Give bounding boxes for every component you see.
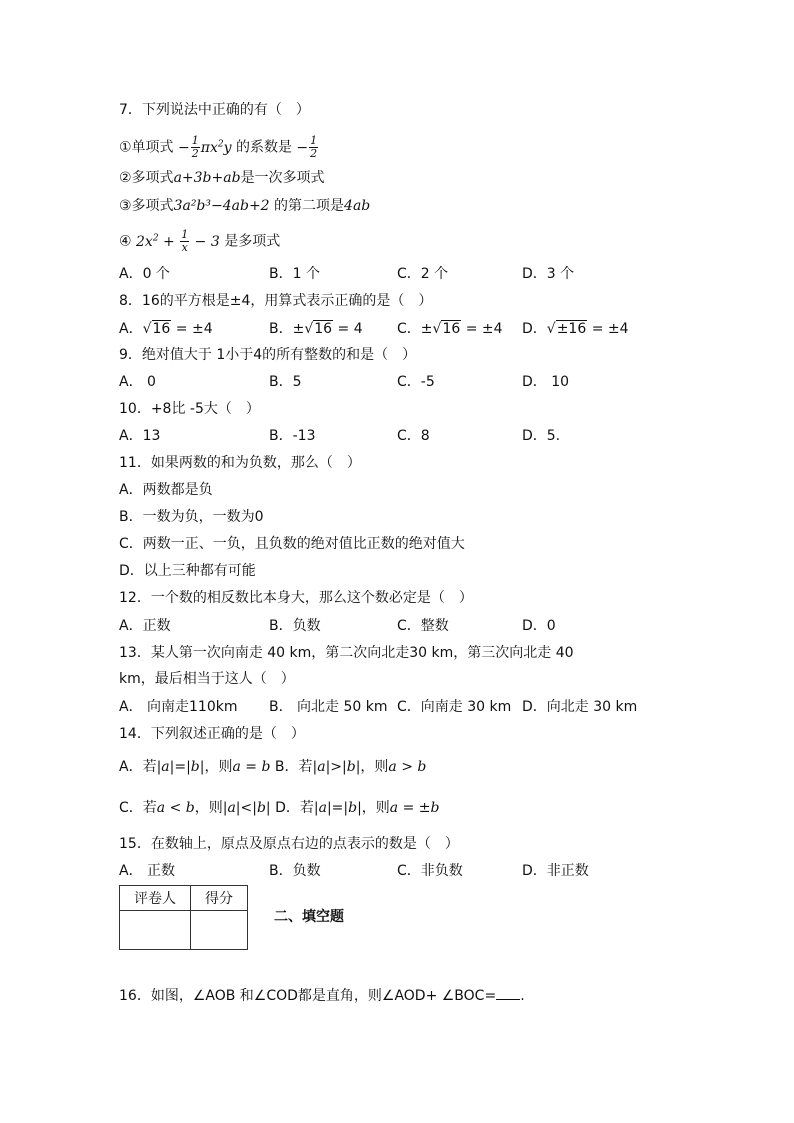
q8-stem: 8．16的平方根是±4，用算式表示正确的是（ ） [119,293,433,309]
q10-option-a: A．13 [119,428,161,444]
q10-stem: 10．+8比 -5大（ ） [119,401,260,417]
q14-stem: 14．下列叙述正确的是（ ） [119,726,305,742]
q9-option-c: C．-5 [397,374,435,390]
q12-option-b: B．负数 [269,618,321,634]
q11-stem: 11．如果两数的和为负数，那么（ ） [119,455,361,471]
q10-option-d: D．5. [522,428,561,444]
q7-statement-4: ④ $2x^2$ + $\frac{1}{x}$ − 3 是多项式 [119,228,281,255]
q9-option-b: B．5 [269,374,302,390]
q15-option-a: A． 正数 [119,863,176,879]
q15-option-d: D．非正数 [522,863,589,879]
q9-option-d: D． 10 [522,374,570,390]
score-table-grader-cell[interactable] [120,911,191,950]
q12-option-d: D．0 [522,618,556,634]
q11-option-a: A．两数都是负 [119,482,213,498]
q13-option-d: D．向北走 30 km [522,699,638,715]
q8-option-c: C．±√16 = ±4 [397,321,503,337]
q7-statement-3: ③多项式3a²b³−4ab+2 的第二项是4ab [119,198,371,214]
q14-option-ab: A．若|a|=|b|，则a = b B．若|a|>|b|，则a > b [119,759,427,775]
q15-option-b: B．负数 [269,863,321,879]
q7-option-c: C．2 个 [397,266,449,282]
score-table-header-grader: 评卷人 [120,886,191,911]
q7-stem: 7．下列说法中正确的有（ ） [119,102,310,118]
q13-option-b: B． 向北走 50 km [269,699,388,715]
q11-option-d: D．以上三种都有可能 [119,563,256,579]
q11-option-c: C．两数一正、一负，且负数的绝对值比正数的绝对值大 [119,536,465,552]
q13-stem-line2: km，最后相当于这人（ ） [119,671,295,687]
q11-option-b: B．一数为负，一数为0 [119,509,264,525]
q7-option-b: B．1 个 [269,266,320,282]
q12-stem: 12．一个数的相反数比本身大，那么这个数必定是（ ） [119,590,473,606]
q8-option-a: A．√16 = ±4 [119,321,213,337]
q13-option-a: A． 向南走110km [119,699,238,715]
score-table-header-score: 得分 [191,886,248,911]
q15-stem: 15．在数轴上，原点及原点右边的点表示的数是（ ） [119,836,459,852]
q16-stem: 16．如图，∠AOB 和∠COD都是直角，则∠AOD+ ∠BOC= . [119,985,525,1006]
q9-option-a: A． 0 [119,374,156,390]
q7-statement-2: ②多项式a+3b+ab是一次多项式 [119,170,325,186]
score-table-score-cell[interactable] [191,911,248,950]
q16-answer-blank[interactable] [496,985,520,1000]
q7-option-d: D．3 个 [522,266,575,282]
q10-option-b: B．-13 [269,428,316,444]
q15-option-c: C．非负数 [397,863,463,879]
q9-stem: 9．绝对值大于 1小于4的所有整数的和是（ ） [119,347,417,363]
q8-option-d: D．√±16 = ±4 [522,321,629,337]
score-table [119,885,248,950]
section-title-fill-blank: 二、填空题 [274,909,344,925]
q12-option-a: A．正数 [119,618,171,634]
q13-option-c: C．向南走 30 km [397,699,512,715]
q7-option-a: A．0 个 [119,266,170,282]
q13-stem-line1: 13．某人第一次向南走 40 km，第二次向北走30 km，第三次向北走 40 [119,645,574,661]
q10-option-c: C．8 [397,428,430,444]
q12-option-c: C．整数 [397,618,449,634]
q14-option-cd: C．若a < b，则|a|<|b| D．若|a|=|b|，则a = ±b [119,800,440,816]
q7-statement-1: ①单项式 − $\frac{1}{2}$ $\pi x^2y$ 的系数是 − $\frac{1}{2}$ [119,134,318,161]
q8-option-b: B．±√16 = 4 [269,321,363,337]
